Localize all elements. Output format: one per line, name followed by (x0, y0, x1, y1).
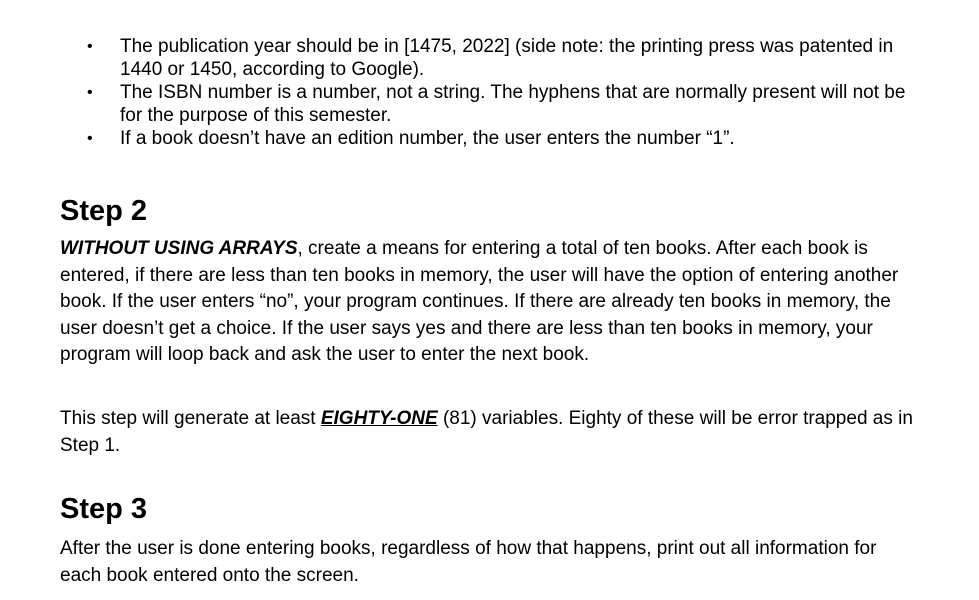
step-3-paragraph-1: After the user is done entering books, regardless of how that happens, print out all information for each book entered onto the screen. (60, 538, 877, 586)
bullet-text: The publication year should be in [1475, 2022] (side note: the printing press was patented in 1440 or 1450, according to Google). (120, 36, 894, 80)
paragraph-text: This step will generate at least (60, 408, 321, 429)
list-item (60, 127, 920, 150)
step-2-paragraph-1 (60, 236, 920, 369)
list-item (60, 35, 920, 81)
list-item (60, 81, 920, 127)
step-2-heading: Step 2 (60, 195, 148, 227)
bullet-text: If a book doesn’t have an edition number, the user enters the number “1”. (120, 128, 735, 149)
emphasis-text: EIGHTY-ONE (320, 408, 438, 429)
paragraph-text: (81) variables. Eighty of these will be error trapped as in Step 1. (60, 408, 913, 456)
bullet-icon: • (87, 130, 93, 147)
requirements-list (60, 35, 920, 150)
bullet-text: The ISBN number is a number, not a string. The hyphens that are normally present will not be for the purpose of this semester. (120, 82, 906, 126)
paragraph-text: , create a means for entering a total of ten books. After each book is entered, if there are less than ten books in memory, the user will have the option of entering another book. If the user enters “no”, your program continues. If there are already ten books in memory, the user doesn’t get a choice. If the user says yes and there are less than ten books in memory, your program will loop back and ask the user to enter the next book. (60, 238, 899, 365)
bullet-icon: • (87, 84, 93, 101)
step-3-heading: Step 3 (60, 493, 148, 525)
bullet-icon: • (87, 38, 93, 55)
step-2-paragraph-2 (60, 406, 920, 459)
emphasis-text: WITHOUT USING ARRAYS (60, 238, 298, 259)
